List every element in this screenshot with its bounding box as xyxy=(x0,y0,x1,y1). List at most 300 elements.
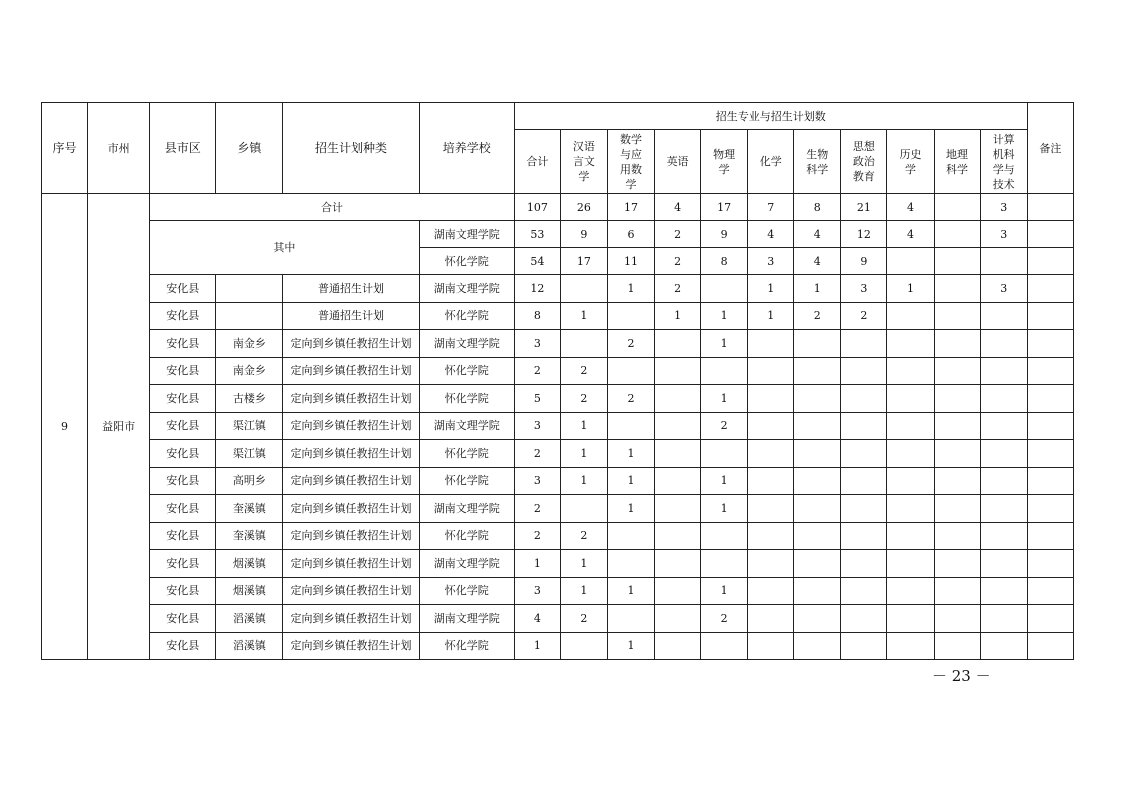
plan-type-cell: 定向到乡镇任教招生计划 xyxy=(283,440,419,468)
value-cell: 1 xyxy=(560,550,607,578)
total-value: 21 xyxy=(841,194,887,221)
value-cell xyxy=(794,495,841,523)
value-cell xyxy=(560,632,607,660)
county-cell: 安化县 xyxy=(150,550,216,578)
value-cell xyxy=(887,605,934,633)
value-cell xyxy=(607,302,654,330)
table-row xyxy=(42,440,1074,468)
value-cell: 1 xyxy=(794,275,841,303)
value-cell xyxy=(607,605,654,633)
value-cell xyxy=(607,522,654,550)
town-cell xyxy=(216,302,283,330)
value-cell xyxy=(980,522,1027,550)
remark-cell xyxy=(1027,302,1073,330)
value-cell: 1 xyxy=(607,632,654,660)
school-cell: 怀化学院 xyxy=(419,577,514,605)
value-cell: 1 xyxy=(514,550,560,578)
value-cell xyxy=(934,330,980,358)
value-cell xyxy=(934,302,980,330)
remark-cell xyxy=(1027,467,1073,495)
value-cell: 1 xyxy=(560,577,607,605)
value-cell: 2 xyxy=(560,605,607,633)
value-cell: 2 xyxy=(701,412,748,440)
remark-cell xyxy=(1027,221,1073,248)
value-cell: 1 xyxy=(560,412,607,440)
total-value: 107 xyxy=(514,194,560,221)
value-cell: 2 xyxy=(560,522,607,550)
header-major: 地理科学 xyxy=(934,130,980,194)
value-cell xyxy=(748,357,794,385)
remark-cell xyxy=(1027,550,1073,578)
subtotal-value: 4 xyxy=(794,221,841,248)
total-value: 4 xyxy=(887,194,934,221)
value-cell xyxy=(748,495,794,523)
town-cell: 渠江镇 xyxy=(216,412,283,440)
header-city: 市州 xyxy=(88,103,150,194)
value-cell: 3 xyxy=(514,467,560,495)
header-major: 汉语言文学 xyxy=(560,130,607,194)
header-school: 培养学校 xyxy=(419,103,514,194)
value-cell: 2 xyxy=(514,522,560,550)
value-cell xyxy=(607,357,654,385)
value-cell xyxy=(841,605,887,633)
plan-type-cell: 定向到乡镇任教招生计划 xyxy=(283,357,419,385)
table-row xyxy=(42,330,1074,358)
value-cell xyxy=(748,412,794,440)
value-cell: 1 xyxy=(560,440,607,468)
value-cell xyxy=(655,440,701,468)
plan-type-cell: 定向到乡镇任教招生计划 xyxy=(283,522,419,550)
subtotal-value: 3 xyxy=(980,221,1027,248)
value-cell xyxy=(841,412,887,440)
subtotal-row xyxy=(42,221,1074,248)
town-cell: 古楼乡 xyxy=(216,385,283,413)
group-seq: 9 xyxy=(42,194,88,660)
subtotal-value: 2 xyxy=(655,221,701,248)
value-cell: 2 xyxy=(560,385,607,413)
value-cell: 1 xyxy=(701,495,748,523)
value-cell: 1 xyxy=(560,302,607,330)
value-cell xyxy=(655,632,701,660)
value-cell xyxy=(748,522,794,550)
value-cell xyxy=(748,467,794,495)
total-label: 合计 xyxy=(150,194,515,221)
value-cell: 2 xyxy=(841,302,887,330)
town-cell: 烟溪镇 xyxy=(216,550,283,578)
group-city: 益阳市 xyxy=(88,194,150,660)
table-row xyxy=(42,577,1074,605)
remark-cell xyxy=(1027,577,1073,605)
value-cell: 3 xyxy=(514,577,560,605)
remark-cell xyxy=(1027,330,1073,358)
county-cell: 安化县 xyxy=(150,440,216,468)
value-cell xyxy=(934,522,980,550)
value-cell xyxy=(934,440,980,468)
table-row xyxy=(42,302,1074,330)
header-major: 合计 xyxy=(514,130,560,194)
value-cell: 3 xyxy=(514,412,560,440)
value-cell xyxy=(794,522,841,550)
header-plan-type: 招生计划种类 xyxy=(283,103,419,194)
total-value: 8 xyxy=(794,194,841,221)
subtotal-value: 11 xyxy=(607,248,654,275)
total-value: 26 xyxy=(560,194,607,221)
value-cell xyxy=(887,577,934,605)
header-county: 县市区 xyxy=(150,103,216,194)
header-major: 生物科学 xyxy=(794,130,841,194)
school-cell: 湖南文理学院 xyxy=(419,605,514,633)
value-cell xyxy=(655,577,701,605)
value-cell xyxy=(841,440,887,468)
plan-type-cell: 定向到乡镇任教招生计划 xyxy=(283,330,419,358)
value-cell xyxy=(748,440,794,468)
school-cell: 湖南文理学院 xyxy=(419,330,514,358)
value-cell xyxy=(794,605,841,633)
value-cell xyxy=(560,330,607,358)
header-major: 思想政治教育 xyxy=(841,130,887,194)
school-cell: 怀化学院 xyxy=(419,467,514,495)
value-cell: 2 xyxy=(607,330,654,358)
value-cell xyxy=(607,550,654,578)
county-cell: 安化县 xyxy=(150,412,216,440)
value-cell: 1 xyxy=(701,467,748,495)
value-cell xyxy=(607,412,654,440)
value-cell xyxy=(841,385,887,413)
subtotal-value: 6 xyxy=(607,221,654,248)
value-cell xyxy=(794,385,841,413)
value-cell xyxy=(841,632,887,660)
subtotal-school: 湖南文理学院 xyxy=(419,221,514,248)
value-cell xyxy=(980,440,1027,468)
value-cell xyxy=(794,412,841,440)
value-cell xyxy=(841,357,887,385)
town-cell: 滔溪镇 xyxy=(216,632,283,660)
value-cell xyxy=(655,357,701,385)
value-cell xyxy=(655,522,701,550)
value-cell xyxy=(887,412,934,440)
plan-type-cell: 定向到乡镇任教招生计划 xyxy=(283,632,419,660)
value-cell xyxy=(560,275,607,303)
value-cell xyxy=(841,330,887,358)
value-cell xyxy=(980,605,1027,633)
value-cell: 2 xyxy=(514,357,560,385)
school-cell: 湖南文理学院 xyxy=(419,275,514,303)
value-cell xyxy=(980,302,1027,330)
subtotal-value: 9 xyxy=(701,221,748,248)
value-cell xyxy=(980,495,1027,523)
table-row xyxy=(42,522,1074,550)
remark-cell xyxy=(1027,248,1073,275)
subtotal-value: 53 xyxy=(514,221,560,248)
total-value: 17 xyxy=(701,194,748,221)
total-row xyxy=(42,194,1074,221)
school-cell: 怀化学院 xyxy=(419,302,514,330)
value-cell xyxy=(934,275,980,303)
county-cell: 安化县 xyxy=(150,495,216,523)
remark-cell xyxy=(1027,275,1073,303)
subtotal-value xyxy=(934,248,980,275)
plan-type-cell: 定向到乡镇任教招生计划 xyxy=(283,467,419,495)
value-cell: 4 xyxy=(514,605,560,633)
county-cell: 安化县 xyxy=(150,467,216,495)
plan-type-cell: 普通招生计划 xyxy=(283,302,419,330)
value-cell xyxy=(748,385,794,413)
subtotal-value: 8 xyxy=(701,248,748,275)
value-cell xyxy=(794,632,841,660)
value-cell xyxy=(655,385,701,413)
subtotal-value: 4 xyxy=(748,221,794,248)
value-cell xyxy=(794,577,841,605)
remark-cell xyxy=(1027,412,1073,440)
subtotal-value xyxy=(887,248,934,275)
county-cell: 安化县 xyxy=(150,330,216,358)
county-cell: 安化县 xyxy=(150,357,216,385)
plan-type-cell: 定向到乡镇任教招生计划 xyxy=(283,577,419,605)
value-cell xyxy=(887,302,934,330)
table-row xyxy=(42,632,1074,660)
plan-type-cell: 定向到乡镇任教招生计划 xyxy=(283,412,419,440)
town-cell: 渠江镇 xyxy=(216,440,283,468)
value-cell xyxy=(748,605,794,633)
table-row xyxy=(42,357,1074,385)
value-cell: 1 xyxy=(748,275,794,303)
school-cell: 怀化学院 xyxy=(419,632,514,660)
value-cell xyxy=(794,357,841,385)
subtotal-value: 3 xyxy=(748,248,794,275)
value-cell: 1 xyxy=(887,275,934,303)
header-major: 计算机科学与技术 xyxy=(980,130,1027,194)
school-cell: 湖南文理学院 xyxy=(419,495,514,523)
value-cell xyxy=(980,385,1027,413)
value-cell xyxy=(934,412,980,440)
school-cell: 湖南文理学院 xyxy=(419,412,514,440)
value-cell: 2 xyxy=(514,440,560,468)
value-cell xyxy=(934,605,980,633)
value-cell xyxy=(748,577,794,605)
value-cell: 1 xyxy=(514,632,560,660)
value-cell xyxy=(980,577,1027,605)
value-cell: 1 xyxy=(607,467,654,495)
subtotal-value: 4 xyxy=(887,221,934,248)
value-cell xyxy=(934,632,980,660)
value-cell: 2 xyxy=(655,275,701,303)
value-cell: 1 xyxy=(701,330,748,358)
total-value: 4 xyxy=(655,194,701,221)
header-town: 乡镇 xyxy=(216,103,283,194)
value-cell xyxy=(980,467,1027,495)
value-cell xyxy=(701,522,748,550)
value-cell: 12 xyxy=(514,275,560,303)
value-cell: 2 xyxy=(701,605,748,633)
value-cell xyxy=(701,550,748,578)
county-cell: 安化县 xyxy=(150,632,216,660)
table-row xyxy=(42,605,1074,633)
value-cell xyxy=(841,522,887,550)
value-cell xyxy=(841,550,887,578)
value-cell: 3 xyxy=(841,275,887,303)
plan-type-cell: 定向到乡镇任教招生计划 xyxy=(283,385,419,413)
town-cell: 烟溪镇 xyxy=(216,577,283,605)
school-cell: 湖南文理学院 xyxy=(419,550,514,578)
value-cell xyxy=(934,385,980,413)
value-cell xyxy=(887,522,934,550)
value-cell xyxy=(980,357,1027,385)
header-major: 历史学 xyxy=(887,130,934,194)
value-cell xyxy=(655,330,701,358)
value-cell xyxy=(841,577,887,605)
plan-type-cell: 定向到乡镇任教招生计划 xyxy=(283,550,419,578)
value-cell xyxy=(887,632,934,660)
value-cell xyxy=(794,467,841,495)
total-value: 17 xyxy=(607,194,654,221)
value-cell: 1 xyxy=(607,495,654,523)
value-cell xyxy=(980,632,1027,660)
value-cell xyxy=(701,632,748,660)
header-majors-group: 招生专业与招生计划数 xyxy=(514,103,1027,130)
value-cell xyxy=(980,412,1027,440)
town-cell xyxy=(216,275,283,303)
value-cell xyxy=(934,467,980,495)
value-cell xyxy=(841,495,887,523)
remark-cell xyxy=(1027,632,1073,660)
value-cell: 1 xyxy=(560,467,607,495)
remark-cell xyxy=(1027,194,1073,221)
value-cell xyxy=(748,550,794,578)
county-cell: 安化县 xyxy=(150,522,216,550)
value-cell xyxy=(980,550,1027,578)
plan-type-cell: 普通招生计划 xyxy=(283,275,419,303)
value-cell xyxy=(887,550,934,578)
town-cell: 高明乡 xyxy=(216,467,283,495)
table-row xyxy=(42,467,1074,495)
value-cell xyxy=(887,440,934,468)
subtotal-value: 54 xyxy=(514,248,560,275)
value-cell xyxy=(934,357,980,385)
value-cell: 1 xyxy=(655,302,701,330)
header-major: 数学与应用数学 xyxy=(607,130,654,194)
county-cell: 安化县 xyxy=(150,302,216,330)
value-cell xyxy=(748,330,794,358)
county-cell: 安化县 xyxy=(150,577,216,605)
value-cell: 1 xyxy=(748,302,794,330)
value-cell: 2 xyxy=(514,495,560,523)
value-cell: 2 xyxy=(794,302,841,330)
remark-cell xyxy=(1027,385,1073,413)
remark-cell xyxy=(1027,495,1073,523)
value-cell: 1 xyxy=(607,577,654,605)
plan-type-cell: 定向到乡镇任教招生计划 xyxy=(283,495,419,523)
value-cell xyxy=(655,495,701,523)
value-cell xyxy=(934,577,980,605)
subtotal-value: 4 xyxy=(794,248,841,275)
table-row xyxy=(42,275,1074,303)
subtotal-value: 2 xyxy=(655,248,701,275)
value-cell: 5 xyxy=(514,385,560,413)
subtotal-value: 12 xyxy=(841,221,887,248)
value-cell xyxy=(701,357,748,385)
table-row xyxy=(42,412,1074,440)
remark-cell xyxy=(1027,357,1073,385)
value-cell xyxy=(887,385,934,413)
value-cell xyxy=(655,467,701,495)
town-cell: 滔溪镇 xyxy=(216,605,283,633)
value-cell xyxy=(887,330,934,358)
value-cell xyxy=(701,275,748,303)
subtotal-value xyxy=(934,221,980,248)
value-cell xyxy=(887,467,934,495)
town-cell: 奎溪镇 xyxy=(216,522,283,550)
value-cell: 2 xyxy=(607,385,654,413)
subtotal-value: 9 xyxy=(560,221,607,248)
enrollment-plan-table xyxy=(41,102,1074,660)
county-cell: 安化县 xyxy=(150,605,216,633)
total-value xyxy=(934,194,980,221)
value-cell xyxy=(980,330,1027,358)
value-cell xyxy=(701,440,748,468)
value-cell: 2 xyxy=(560,357,607,385)
value-cell xyxy=(655,550,701,578)
table-row xyxy=(42,550,1074,578)
page-number: － 23 － xyxy=(932,667,991,685)
value-cell xyxy=(655,605,701,633)
value-cell: 8 xyxy=(514,302,560,330)
value-cell: 1 xyxy=(701,385,748,413)
remark-cell xyxy=(1027,440,1073,468)
header-major: 物理学 xyxy=(701,130,748,194)
subtotal-school: 怀化学院 xyxy=(419,248,514,275)
value-cell xyxy=(794,330,841,358)
remark-cell xyxy=(1027,522,1073,550)
subtotal-value: 17 xyxy=(560,248,607,275)
header-seq: 序号 xyxy=(42,103,88,194)
value-cell: 1 xyxy=(701,302,748,330)
school-cell: 怀化学院 xyxy=(419,385,514,413)
header-major: 化学 xyxy=(748,130,794,194)
county-cell: 安化县 xyxy=(150,275,216,303)
value-cell xyxy=(887,357,934,385)
plan-type-cell: 定向到乡镇任教招生计划 xyxy=(283,605,419,633)
school-cell: 怀化学院 xyxy=(419,357,514,385)
value-cell xyxy=(934,550,980,578)
school-cell: 怀化学院 xyxy=(419,440,514,468)
value-cell xyxy=(655,412,701,440)
subtotal-value xyxy=(980,248,1027,275)
header-major: 英语 xyxy=(655,130,701,194)
value-cell: 1 xyxy=(701,577,748,605)
town-cell: 奎溪镇 xyxy=(216,495,283,523)
subtotal-value: 9 xyxy=(841,248,887,275)
town-cell: 南金乡 xyxy=(216,330,283,358)
value-cell xyxy=(748,632,794,660)
value-cell: 3 xyxy=(980,275,1027,303)
value-cell xyxy=(887,495,934,523)
value-cell: 1 xyxy=(607,275,654,303)
value-cell: 1 xyxy=(607,440,654,468)
value-cell xyxy=(794,440,841,468)
value-cell xyxy=(560,495,607,523)
school-cell: 怀化学院 xyxy=(419,522,514,550)
table-row xyxy=(42,495,1074,523)
county-cell: 安化县 xyxy=(150,385,216,413)
value-cell xyxy=(934,495,980,523)
total-value: 3 xyxy=(980,194,1027,221)
subtotal-label: 其中 xyxy=(150,221,419,275)
header-remark: 备注 xyxy=(1027,103,1073,194)
value-cell: 3 xyxy=(514,330,560,358)
remark-cell xyxy=(1027,605,1073,633)
value-cell xyxy=(794,550,841,578)
town-cell: 南金乡 xyxy=(216,357,283,385)
